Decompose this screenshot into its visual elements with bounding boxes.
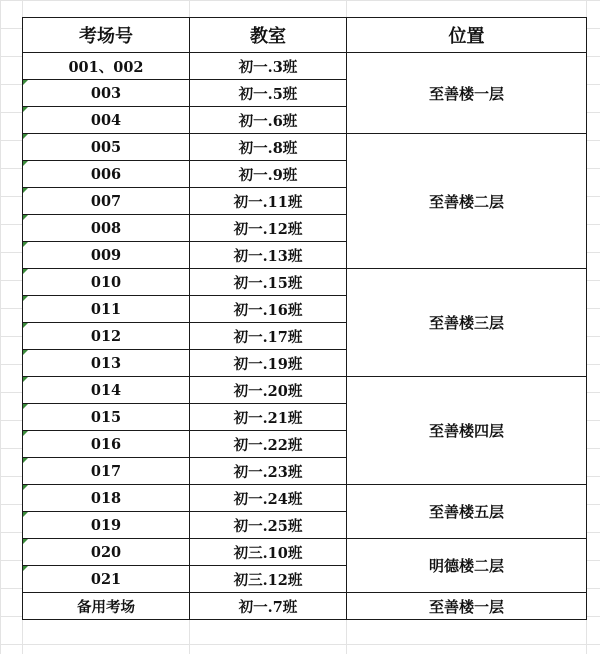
cell-classroom[interactable]: 初一.3班 <box>190 53 347 80</box>
cell-classroom[interactable]: 初一.25班 <box>190 512 347 539</box>
cell-classroom[interactable]: 初一.20班 <box>190 377 347 404</box>
cell-location[interactable]: 至善楼一层 <box>347 593 587 620</box>
cell-exam-room-no[interactable]: 013 <box>23 350 190 377</box>
cell-exam-room-no[interactable]: 001、002 <box>23 53 190 80</box>
cell-classroom[interactable]: 初一.21班 <box>190 404 347 431</box>
table-row <box>23 485 587 512</box>
header-location[interactable]: 位置 <box>347 18 587 53</box>
cell-exam-room-no[interactable]: 019 <box>23 512 190 539</box>
cell-classroom[interactable]: 初一.16班 <box>190 296 347 323</box>
cell-exam-room-no[interactable]: 005 <box>23 134 190 161</box>
table-row <box>23 53 587 80</box>
header-exam-room-no[interactable]: 考场号 <box>23 18 190 53</box>
cell-location[interactable]: 至善楼四层 <box>347 377 587 485</box>
cell-exam-room-no[interactable]: 016 <box>23 431 190 458</box>
cell-exam-room-no[interactable]: 018 <box>23 485 190 512</box>
cell-classroom[interactable]: 初一.13班 <box>190 242 347 269</box>
cell-classroom[interactable]: 初三.12班 <box>190 566 347 593</box>
cell-classroom[interactable]: 初一.12班 <box>190 215 347 242</box>
cell-exam-room-no[interactable]: 009 <box>23 242 190 269</box>
cell-exam-room-no[interactable]: 010 <box>23 269 190 296</box>
cell-classroom[interactable]: 初一.9班 <box>190 161 347 188</box>
table-row <box>23 593 587 620</box>
cell-exam-room-no[interactable]: 014 <box>23 377 190 404</box>
cell-exam-room-no[interactable]: 020 <box>23 539 190 566</box>
cell-classroom[interactable]: 初一.22班 <box>190 431 347 458</box>
cell-classroom[interactable]: 初一.19班 <box>190 350 347 377</box>
cell-classroom[interactable]: 初一.17班 <box>190 323 347 350</box>
cell-exam-room-no[interactable]: 021 <box>23 566 190 593</box>
cell-exam-room-no[interactable]: 003 <box>23 80 190 107</box>
table-row <box>23 134 587 161</box>
cell-classroom[interactable]: 初一.8班 <box>190 134 347 161</box>
cell-exam-room-no[interactable]: 017 <box>23 458 190 485</box>
cell-location[interactable]: 至善楼五层 <box>347 485 587 539</box>
cell-location[interactable]: 至善楼二层 <box>347 134 587 269</box>
cell-exam-room-no[interactable]: 011 <box>23 296 190 323</box>
cell-exam-room-no[interactable]: 008 <box>23 215 190 242</box>
cell-exam-room-no[interactable]: 004 <box>23 107 190 134</box>
cell-classroom[interactable]: 初一.11班 <box>190 188 347 215</box>
cell-exam-room-no[interactable]: 007 <box>23 188 190 215</box>
cell-location[interactable]: 至善楼一层 <box>347 53 587 134</box>
exam-room-table <box>22 17 587 620</box>
cell-classroom[interactable]: 初一.7班 <box>190 593 347 620</box>
cell-classroom[interactable]: 初一.24班 <box>190 485 347 512</box>
header-classroom[interactable]: 教室 <box>190 18 347 53</box>
cell-classroom[interactable]: 初一.6班 <box>190 107 347 134</box>
cell-exam-room-no[interactable]: 006 <box>23 161 190 188</box>
cell-classroom[interactable]: 初三.10班 <box>190 539 347 566</box>
table-row <box>23 539 587 566</box>
table-row <box>23 377 587 404</box>
header-row <box>23 18 587 53</box>
cell-exam-room-no[interactable]: 012 <box>23 323 190 350</box>
cell-classroom[interactable]: 初一.5班 <box>190 80 347 107</box>
cell-classroom[interactable]: 初一.15班 <box>190 269 347 296</box>
table-row <box>23 269 587 296</box>
cell-exam-room-no[interactable]: 备用考场 <box>23 593 190 620</box>
cell-location[interactable]: 至善楼三层 <box>347 269 587 377</box>
cell-location[interactable]: 明德楼二层 <box>347 539 587 593</box>
cell-classroom[interactable]: 初一.23班 <box>190 458 347 485</box>
cell-exam-room-no[interactable]: 015 <box>23 404 190 431</box>
